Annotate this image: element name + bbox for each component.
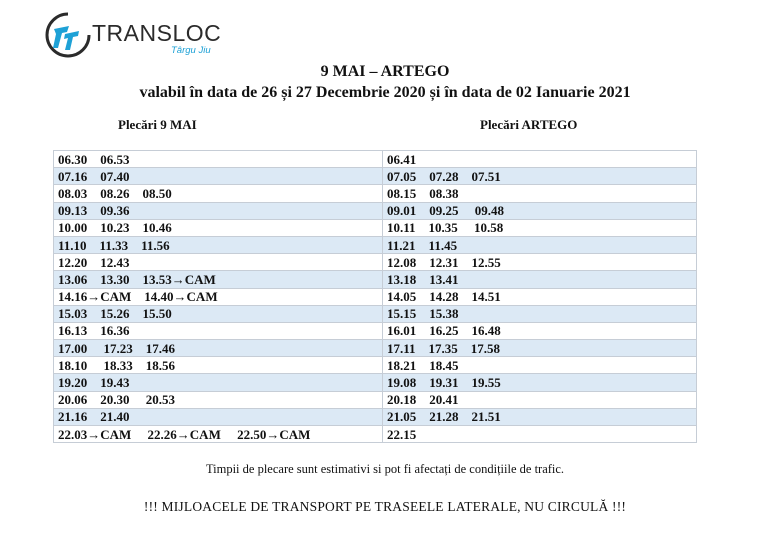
departures-9-mai-cell: 07.16 07.40 [54,168,383,185]
table-row [54,271,697,288]
departures-9-mai-cell: 12.20 12.43 [54,254,383,271]
departures-artego-cell: 20.18 20.41 [383,391,697,408]
departures-9-mai-cell: 20.06 20.30 20.53 [54,391,383,408]
departures-9-mai-cell: 14.16→CAM 14.40→CAM [54,288,383,305]
departures-artego-cell: 15.15 15.38 [383,305,697,322]
departures-artego-cell: 19.08 19.31 19.55 [383,374,697,391]
departures-artego-heading: Plecări ARTEGO [480,117,578,132]
departures-artego-cell: 08.15 08.38 [383,185,697,202]
table-row [54,374,697,391]
departures-artego-cell: 22.15 [383,426,697,443]
departures-artego-cell: 17.11 17.35 17.58 [383,340,697,357]
lateral-routes-warning: !!! MIJLOACELE DE TRANSPORT PE TRASEELE LATERALE, NU CIRCULĂ !!! [143,499,627,514]
departures-9-mai-cell: 17.00 17.23 17.46 [54,340,383,357]
table-row [54,408,697,425]
table-row [54,151,697,168]
transloc-logo [45,12,235,58]
table-row [54,219,697,236]
departures-artego-cell: 18.21 18.45 [383,357,697,374]
table-row [54,426,697,443]
departures-9-mai-cell: 19.20 19.43 [54,374,383,391]
table-row [54,391,697,408]
table-row [54,357,697,374]
table-row [54,185,697,202]
departures-9-mai-cell: 10.00 10.23 10.46 [54,219,383,236]
validity-subtitle: valabil în data de 26 și 27 Decembrie 2020 și în data de 02 Ianuarie 2021 [139,84,631,101]
departures-9-mai-cell: 11.10 11.33 11.56 [54,236,383,253]
departures-artego-cell: 12.08 12.31 12.55 [383,254,697,271]
brand-name: TRANSLOC [92,20,222,46]
table-row [54,236,697,253]
brand-city: Târgu Jiu [171,45,211,56]
departures-9-mai-cell: 08.03 08.26 08.50 [54,185,383,202]
table-row [54,305,697,322]
page-title: 9 MAI – ARTEGO [320,63,450,80]
departures-artego-cell: 14.05 14.28 14.51 [383,288,697,305]
departures-artego-cell: 16.01 16.25 16.48 [383,322,697,339]
table-row [54,322,697,339]
departures-9-mai-cell: 22.03→CAM 22.26→CAM 22.50→CAM [54,426,383,443]
departures-9-mai-cell: 21.16 21.40 [54,408,383,425]
transloc-logo-icon [45,12,91,58]
departures-artego-cell: 07.05 07.28 07.51 [383,168,697,185]
departures-9-mai-cell: 16.13 16.36 [54,322,383,339]
departures-9-mai-cell: 09.13 09.36 [54,202,383,219]
departures-artego-cell: 09.01 09.25 09.48 [383,202,697,219]
departures-9-mai-cell: 15.03 15.26 15.50 [54,305,383,322]
table-row [54,202,697,219]
departures-artego-cell: 21.05 21.28 21.51 [383,408,697,425]
table-row [54,288,697,305]
departures-9-mai-cell: 06.30 06.53 [54,151,383,168]
departures-artego-cell: 06.41 [383,151,697,168]
table-row [54,254,697,271]
traffic-note: Timpii de plecare sunt estimativi si pot fi afectați de condițiile de trafic. [205,462,565,476]
schedule-table-body [54,151,697,443]
departures-9-mai-cell: 18.10 18.33 18.56 [54,357,383,374]
departures-artego-cell: 11.21 11.45 [383,236,697,253]
schedule-table [53,150,697,443]
departures-9-mai-heading: Plecări 9 MAI [118,117,197,132]
departures-artego-cell: 10.11 10.35 10.58 [383,219,697,236]
table-row [54,168,697,185]
table-row [54,340,697,357]
departures-9-mai-cell: 13.06 13.30 13.53→CAM [54,271,383,288]
departures-artego-cell: 13.18 13.41 [383,271,697,288]
